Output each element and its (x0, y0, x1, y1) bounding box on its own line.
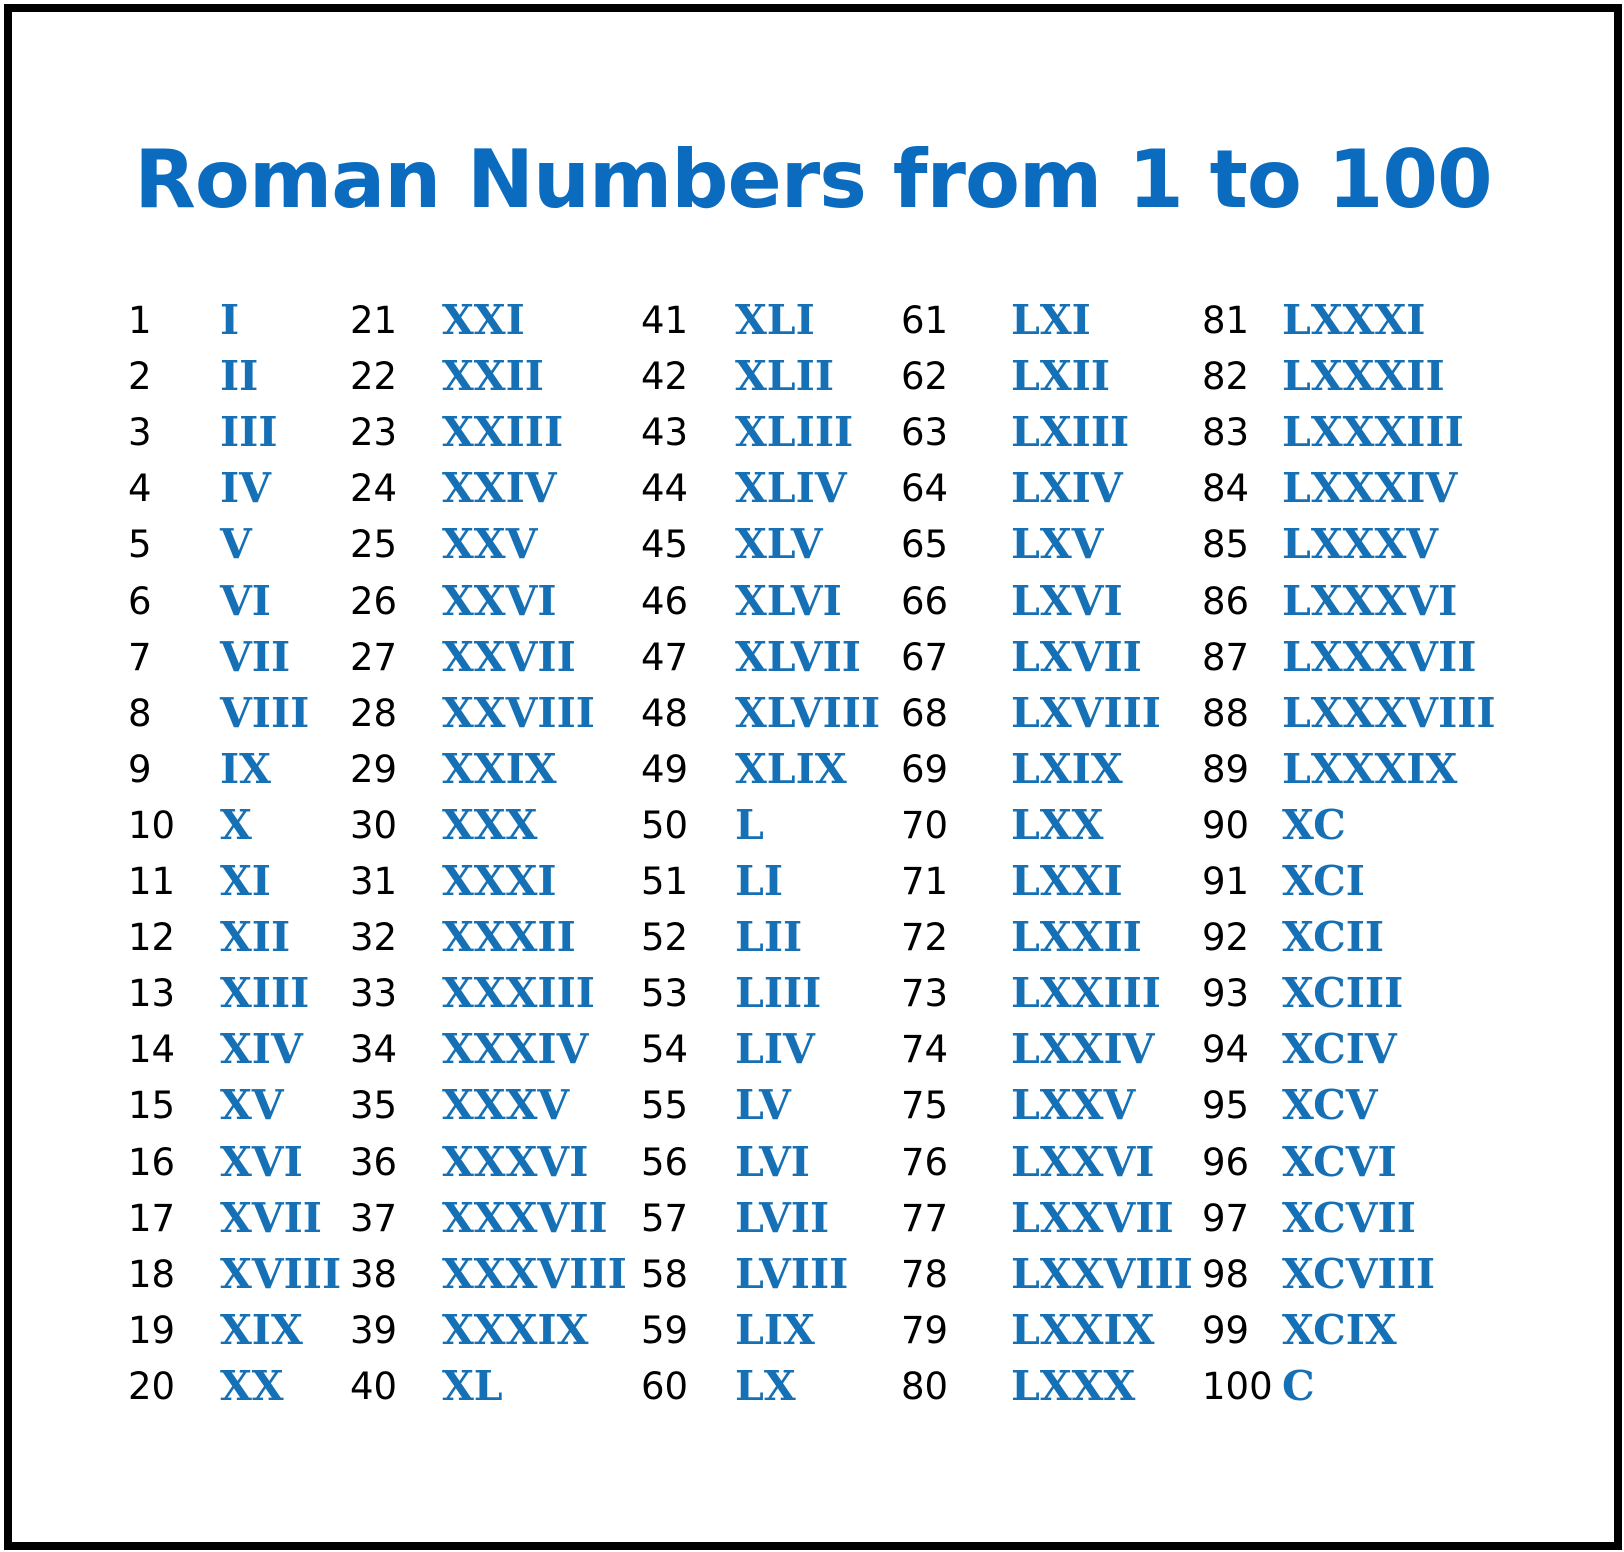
number-cell: 21 (350, 299, 398, 342)
roman-numeral-cell: XIV (220, 1025, 303, 1074)
number-cell: 75 (901, 1084, 949, 1128)
roman-numeral-cell: XCV (1282, 1081, 1378, 1130)
number-cell: 15 (128, 1084, 176, 1128)
number-cell: 72 (901, 916, 949, 960)
roman-numeral-cell: XXIII (442, 408, 564, 457)
roman-numeral-cell: XIII (220, 969, 310, 1018)
number-cell: 18 (128, 1252, 176, 1296)
number-cell: 63 (901, 411, 949, 455)
roman-numeral-cell: LXIV (1011, 464, 1123, 513)
roman-numeral-cell: XXV (442, 520, 538, 569)
number-cell: 58 (641, 1252, 689, 1296)
roman-numeral-cell: LXXXII (1282, 352, 1445, 401)
number-cell: 48 (641, 691, 689, 735)
number-cell: 100 (1202, 1364, 1273, 1408)
number-cell: 33 (350, 972, 398, 1016)
number-cell: 95 (1202, 1084, 1250, 1128)
roman-numeral-cell: XCVII (1282, 1193, 1416, 1242)
roman-numeral-cell: XXX (442, 800, 538, 849)
roman-numeral-cell: XXVI (442, 576, 557, 625)
roman-numeral-cell: XXXIII (442, 969, 595, 1018)
roman-numeral-cell: LXXXIII (1282, 408, 1464, 457)
number-cell: 37 (350, 1196, 398, 1240)
roman-numeral-cell: XC (1282, 800, 1346, 849)
roman-numeral-cell: XXXI (442, 857, 557, 905)
roman-numeral-cell: XIX (220, 1305, 303, 1354)
roman-numeral-cell: LIV (735, 1025, 815, 1074)
number-cell: 28 (350, 691, 398, 735)
roman-numeral-cell: LXXIV (1011, 1025, 1155, 1074)
roman-numeral-cell: IV (220, 464, 271, 513)
roman-numeral-cell: XXI (442, 296, 525, 344)
number-cell: 29 (350, 747, 398, 791)
number-cell: 69 (901, 747, 949, 791)
number-cell: 82 (1202, 355, 1250, 399)
roman-numeral-cell: XI (220, 857, 271, 905)
number-cell: 55 (641, 1084, 689, 1128)
number-cell: 98 (1202, 1252, 1250, 1296)
number-cell: 44 (641, 467, 689, 511)
roman-numeral-cell: IX (220, 744, 271, 793)
number-cell: 22 (350, 355, 398, 399)
number-cell: 31 (350, 860, 398, 903)
roman-numeral-cell: C (1282, 1361, 1315, 1410)
roman-numeral-cell: XXIX (442, 744, 557, 793)
number-cell: 11 (128, 860, 176, 903)
roman-numeral-cell: LXXII (1011, 913, 1142, 962)
roman-numeral-cell: LXXV (1011, 1081, 1136, 1130)
roman-numeral-cell: LVIII (735, 1249, 849, 1298)
number-cell: 92 (1202, 916, 1250, 960)
number-cell: 56 (641, 1140, 689, 1184)
page-title: Roman Numbers from 1 to 100 (134, 133, 1492, 226)
roman-numeral-cell: LXXXI (1282, 296, 1426, 344)
roman-numeral-cell: XCVI (1282, 1137, 1397, 1186)
number-cell: 45 (641, 523, 689, 567)
roman-numeral-cell: LXVI (1011, 576, 1123, 625)
number-cell: 99 (1202, 1308, 1250, 1352)
roman-numeral-cell: XLII (735, 352, 834, 401)
number-cell: 32 (350, 916, 398, 960)
roman-numeral-cell: XLI (735, 296, 815, 344)
number-cell: 91 (1202, 860, 1250, 903)
number-cell: 79 (901, 1308, 949, 1352)
number-cell: 52 (641, 916, 689, 960)
number-cell: 1 (128, 299, 152, 342)
roman-numeral-cell: LV (735, 1081, 791, 1130)
roman-numeral-cell: XXXII (442, 913, 576, 962)
roman-numeral-cell: LXXX (1011, 1361, 1136, 1410)
roman-numeral-cell: LXXXIX (1282, 744, 1458, 793)
roman-numeral-cell: VIII (220, 688, 310, 737)
number-cell: 94 (1202, 1028, 1250, 1072)
roman-numeral-cell: XL (442, 1361, 503, 1410)
number-cell: 93 (1202, 972, 1250, 1016)
number-cell: 38 (350, 1252, 398, 1296)
number-cell: 8 (128, 691, 152, 735)
number-cell: 80 (901, 1364, 949, 1408)
roman-numeral-cell: X (220, 800, 252, 849)
roman-numeral-cell: XCIX (1282, 1305, 1397, 1354)
roman-numeral-cell: LXXVII (1011, 1193, 1174, 1242)
roman-numeral-cell: I (220, 296, 240, 344)
roman-numeral-cell: XX (220, 1361, 284, 1410)
number-cell: 35 (350, 1084, 398, 1128)
number-cell: 96 (1202, 1140, 1250, 1184)
number-cell: 67 (901, 635, 949, 679)
roman-numeral-cell: XVIII (220, 1249, 342, 1298)
number-cell: 60 (641, 1364, 689, 1408)
number-cell: 77 (901, 1196, 949, 1240)
roman-numeral-cell: XXXVI (442, 1137, 589, 1186)
roman-numeral-cell: LVI (735, 1137, 810, 1186)
number-cell: 16 (128, 1140, 176, 1184)
roman-numeral-cell: LXXI (1011, 857, 1123, 905)
number-cell: 81 (1202, 299, 1250, 342)
number-cell: 74 (901, 1028, 949, 1072)
roman-numeral-cell: LXXIII (1011, 969, 1161, 1018)
roman-numeral-cell: LXXXVII (1282, 632, 1477, 681)
number-cell: 83 (1202, 411, 1250, 455)
number-cell: 13 (128, 972, 176, 1016)
number-cell: 61 (901, 299, 949, 342)
roman-numeral-cell: LXII (1011, 352, 1110, 401)
roman-numeral-cell: VII (220, 632, 291, 681)
number-cell: 54 (641, 1028, 689, 1072)
roman-numeral-cell: LXXIX (1011, 1305, 1155, 1354)
roman-numeral-cell: XLIX (735, 744, 847, 793)
roman-numeral-cell: XCII (1282, 913, 1385, 962)
roman-numeral-cell: XLVIII (735, 688, 881, 737)
roman-numeral-cell: XXXV (442, 1081, 570, 1130)
number-cell: 30 (350, 803, 398, 847)
number-cell: 73 (901, 972, 949, 1016)
number-cell: 88 (1202, 691, 1250, 735)
number-cell: 76 (901, 1140, 949, 1184)
roman-numeral-cell: LXXXVI (1282, 576, 1458, 625)
roman-numeral-cell: XLV (735, 520, 823, 569)
number-cell: 65 (901, 523, 949, 567)
roman-numeral-cell: VI (220, 576, 271, 625)
number-cell: 84 (1202, 467, 1250, 511)
number-cell: 10 (128, 803, 176, 847)
roman-numeral-cell: LVII (735, 1193, 830, 1242)
number-cell: 3 (128, 411, 152, 455)
roman-numeral-cell: LXX (1011, 800, 1104, 849)
roman-numeral-cell: V (220, 520, 252, 569)
number-cell: 89 (1202, 747, 1250, 791)
roman-numeral-cell: LXVIII (1011, 688, 1161, 737)
number-cell: 17 (128, 1196, 176, 1240)
number-cell: 49 (641, 747, 689, 791)
number-cell: 7 (128, 635, 152, 679)
number-cell: 53 (641, 972, 689, 1016)
roman-numeral-cell: LXXXVIII (1282, 688, 1496, 737)
roman-numeral-cell: LIX (735, 1305, 815, 1354)
roman-numeral-cell: XCIV (1282, 1025, 1397, 1074)
roman-numeral-cell: XCVIII (1282, 1249, 1436, 1298)
roman-numeral-cell: XXII (442, 352, 544, 401)
number-cell: 41 (641, 299, 689, 342)
roman-numeral-cell: XV (220, 1081, 284, 1130)
number-cell: 43 (641, 411, 689, 455)
roman-numeral-cell: XXXVIII (442, 1249, 627, 1298)
roman-numeral-cell: XXVII (442, 632, 576, 681)
roman-numeral-cell: XVI (220, 1137, 303, 1186)
roman-numeral-cell: XII (220, 913, 291, 962)
number-cell: 14 (128, 1028, 176, 1072)
number-cell: 46 (641, 579, 689, 623)
number-cell: 86 (1202, 579, 1250, 623)
number-cell: 5 (128, 523, 152, 567)
number-cell: 78 (901, 1252, 949, 1296)
roman-numeral-cell: XCIII (1282, 969, 1404, 1018)
roman-numeral-cell: II (220, 352, 259, 401)
roman-numeral-cell: LXXVIII (1011, 1249, 1193, 1298)
number-cell: 6 (128, 579, 152, 623)
roman-numeral-cell: LII (735, 913, 803, 962)
number-cell: 24 (350, 467, 398, 511)
page-frame (4, 4, 1622, 1550)
number-cell: 26 (350, 579, 398, 623)
roman-numeral-cell: LX (735, 1361, 796, 1410)
number-cell: 50 (641, 803, 689, 847)
number-cell: 20 (128, 1364, 176, 1408)
roman-numeral-cell: LXIX (1011, 744, 1123, 793)
roman-numeral-cell: LXIII (1011, 408, 1130, 457)
number-cell: 47 (641, 635, 689, 679)
number-cell: 90 (1202, 803, 1250, 847)
number-cell: 57 (641, 1196, 689, 1240)
roman-numeral-cell: LXV (1011, 520, 1104, 569)
roman-numeral-cell: XLIII (735, 408, 854, 457)
number-cell: 87 (1202, 635, 1250, 679)
number-cell: 27 (350, 635, 398, 679)
roman-numeral-cell: XXXIX (442, 1305, 589, 1354)
number-cell: 59 (641, 1308, 689, 1352)
number-cell: 23 (350, 411, 398, 455)
roman-numeral-cell: III (220, 408, 278, 457)
roman-numeral-cell: XXXIV (442, 1025, 589, 1074)
roman-numeral-cell: LXVII (1011, 632, 1142, 681)
roman-numeral-cell: LXI (1011, 296, 1091, 344)
number-cell: 39 (350, 1308, 398, 1352)
number-cell: 36 (350, 1140, 398, 1184)
numeral-table (12, 12, 1614, 1542)
number-cell: 97 (1202, 1196, 1250, 1240)
roman-numeral-cell: XXIV (442, 464, 557, 513)
roman-numeral-cell: XLVI (735, 576, 842, 625)
roman-numeral-cell: XLIV (735, 464, 847, 513)
number-cell: 40 (350, 1364, 398, 1408)
number-cell: 66 (901, 579, 949, 623)
roman-numeral-cell: LIII (735, 969, 822, 1018)
roman-numeral-cell: L (735, 800, 764, 849)
number-cell: 85 (1202, 523, 1250, 567)
roman-numeral-cell: XXXVII (442, 1193, 608, 1242)
number-cell: 70 (901, 803, 949, 847)
number-cell: 51 (641, 860, 689, 903)
number-cell: 2 (128, 355, 152, 399)
number-cell: 64 (901, 467, 949, 511)
roman-numeral-cell: LXXXV (1282, 520, 1439, 569)
roman-numeral-cell: XLVII (735, 632, 861, 681)
roman-numeral-cell: LXXVI (1011, 1137, 1155, 1186)
number-cell: 42 (641, 355, 689, 399)
number-cell: 19 (128, 1308, 176, 1352)
roman-numeral-cell: XXVIII (442, 688, 595, 737)
number-cell: 4 (128, 467, 152, 511)
number-cell: 62 (901, 355, 949, 399)
number-cell: 9 (128, 747, 152, 791)
number-cell: 25 (350, 523, 398, 567)
number-cell: 12 (128, 916, 176, 960)
roman-numeral-cell: XCI (1282, 857, 1365, 905)
roman-numeral-cell: XVII (220, 1193, 322, 1242)
number-cell: 71 (901, 860, 949, 903)
roman-numeral-cell: LXXXIV (1282, 464, 1458, 513)
roman-numeral-cell: LI (735, 857, 784, 905)
number-cell: 34 (350, 1028, 398, 1072)
number-cell: 68 (901, 691, 949, 735)
